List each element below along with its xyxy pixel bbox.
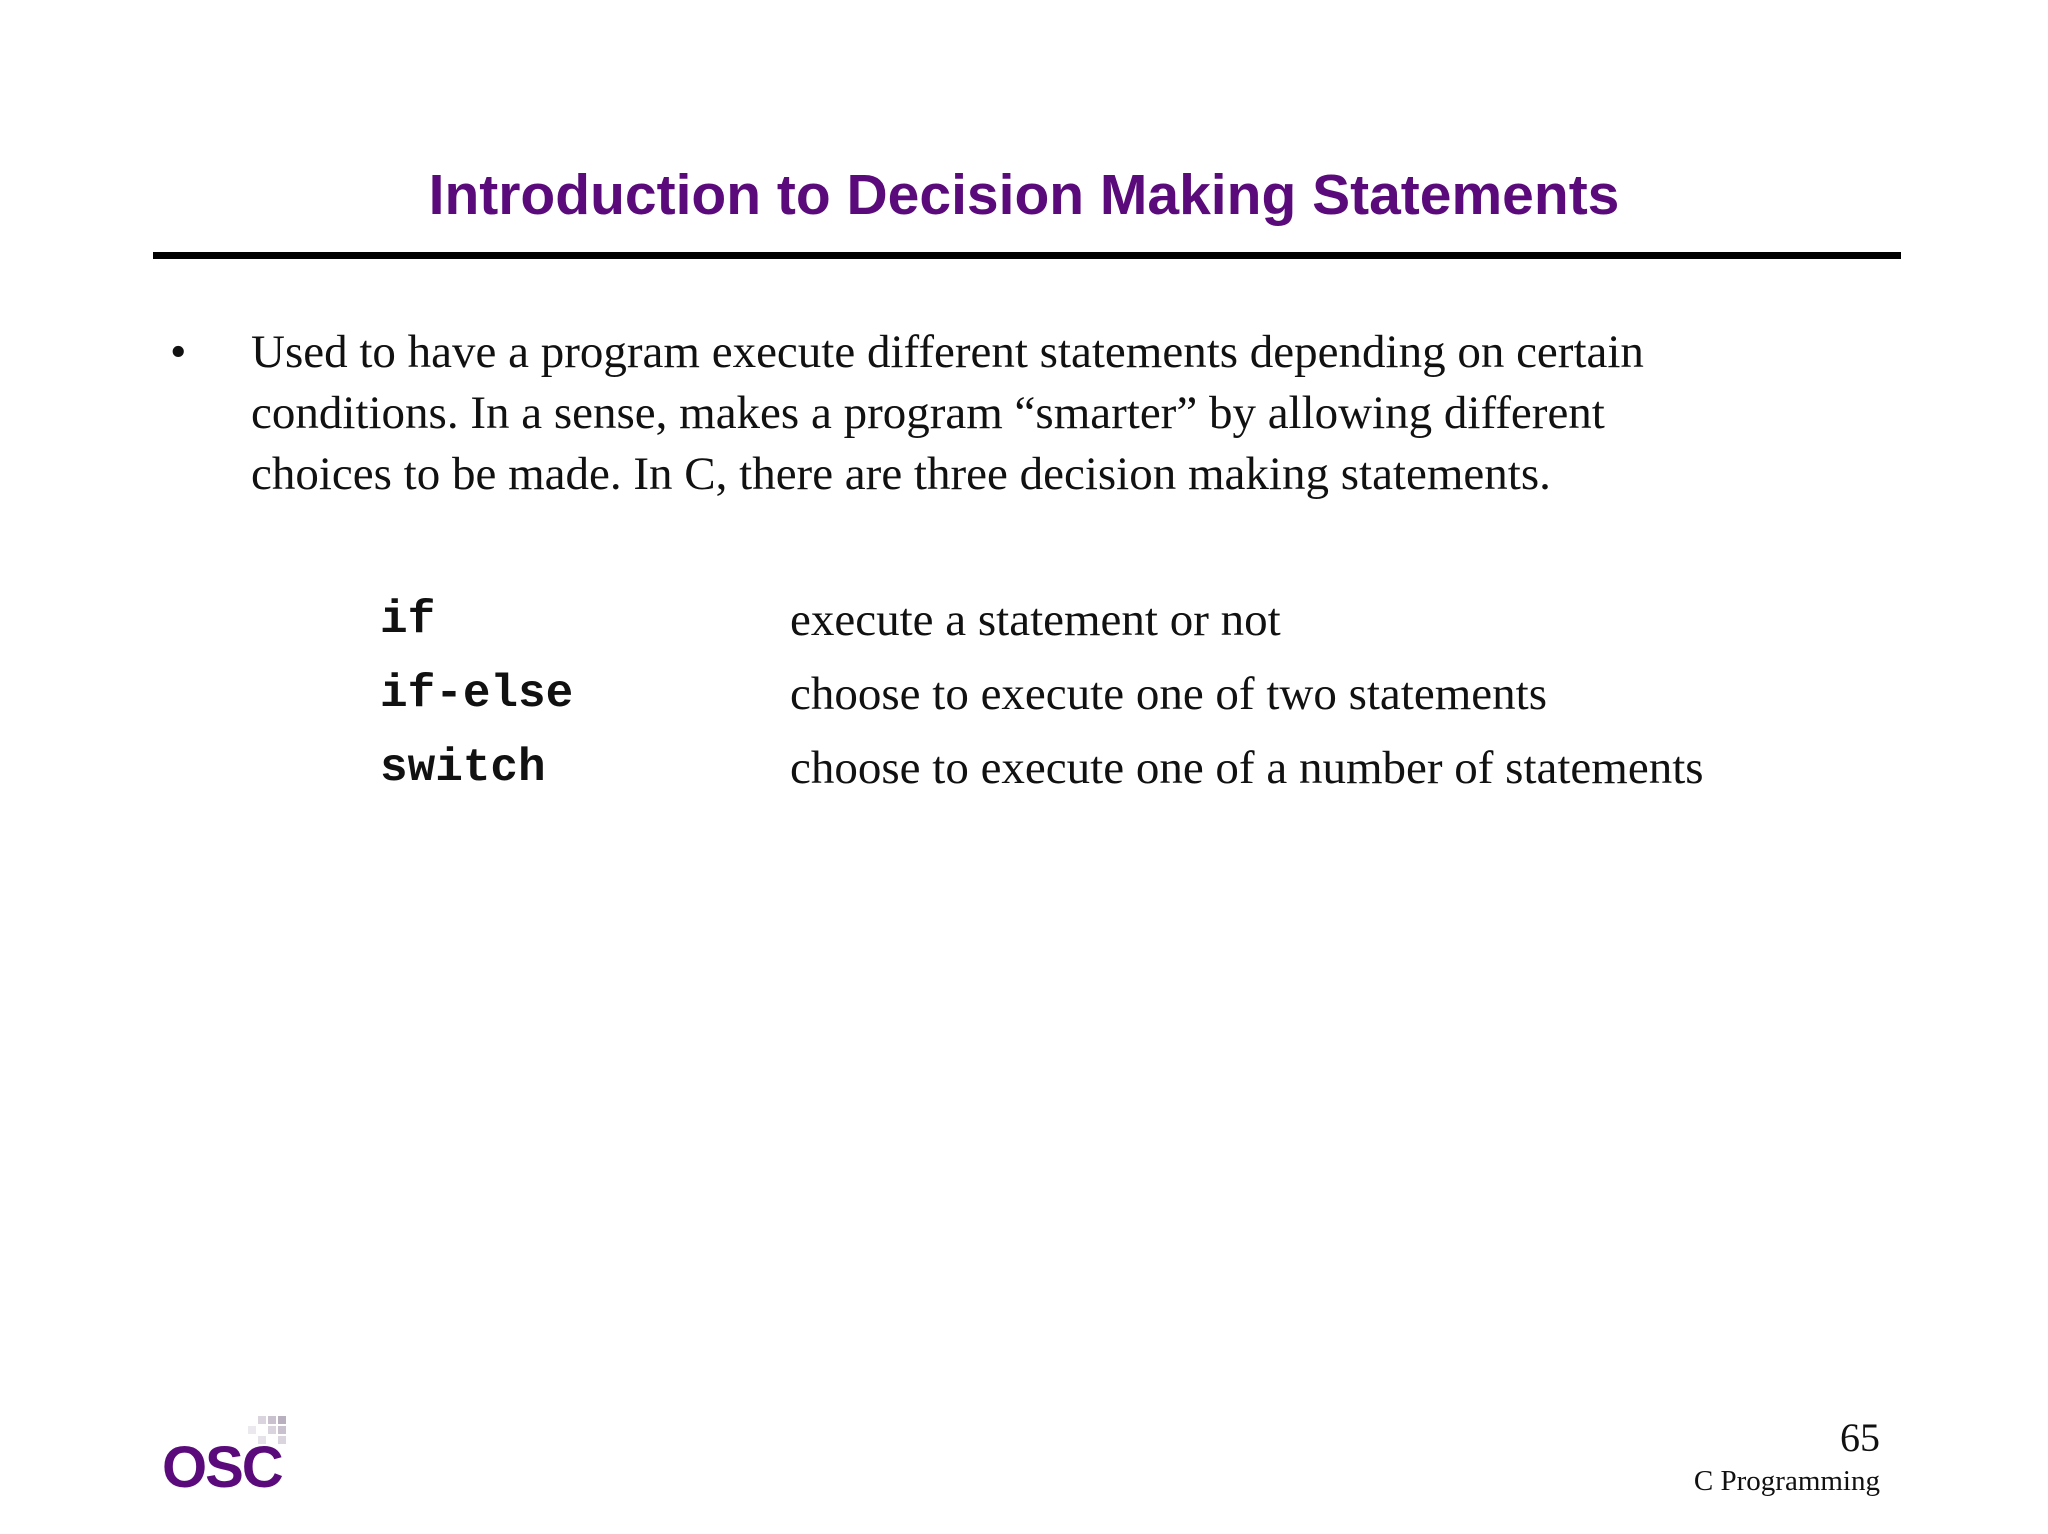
- statement-row: [380, 738, 1880, 812]
- bullet-line: choices to be made. In C, there are three decision making statements.: [251, 448, 1551, 500]
- course-label: C Programming: [1693, 1465, 1880, 1497]
- statement-table: [380, 590, 1880, 812]
- bullet-line: Used to have a program execute different statements depending on certain: [251, 326, 1644, 378]
- statement-row: [380, 590, 1880, 664]
- statement-keyword: if: [380, 594, 436, 646]
- statement-description: choose to execute one of two statements: [790, 668, 1547, 720]
- statement-description: execute a statement or not: [790, 594, 1281, 646]
- title-divider: [153, 252, 1901, 259]
- statement-keyword: switch: [380, 742, 546, 794]
- logo-text: OSC: [162, 1435, 282, 1500]
- page-number: 65: [1840, 1415, 1880, 1460]
- statement-description: choose to execute one of a number of statements: [790, 742, 1704, 794]
- bullet-text: [251, 322, 1791, 505]
- osc-logo: [162, 1410, 302, 1500]
- bullet-icon: •: [170, 326, 187, 378]
- statement-row: [380, 664, 1880, 738]
- bullet-line: conditions. In a sense, makes a program “smarter” by allowing different: [251, 387, 1605, 439]
- statement-keyword: if-else: [380, 668, 574, 720]
- slide-title: Introduction to Decision Making Statements: [428, 163, 1620, 227]
